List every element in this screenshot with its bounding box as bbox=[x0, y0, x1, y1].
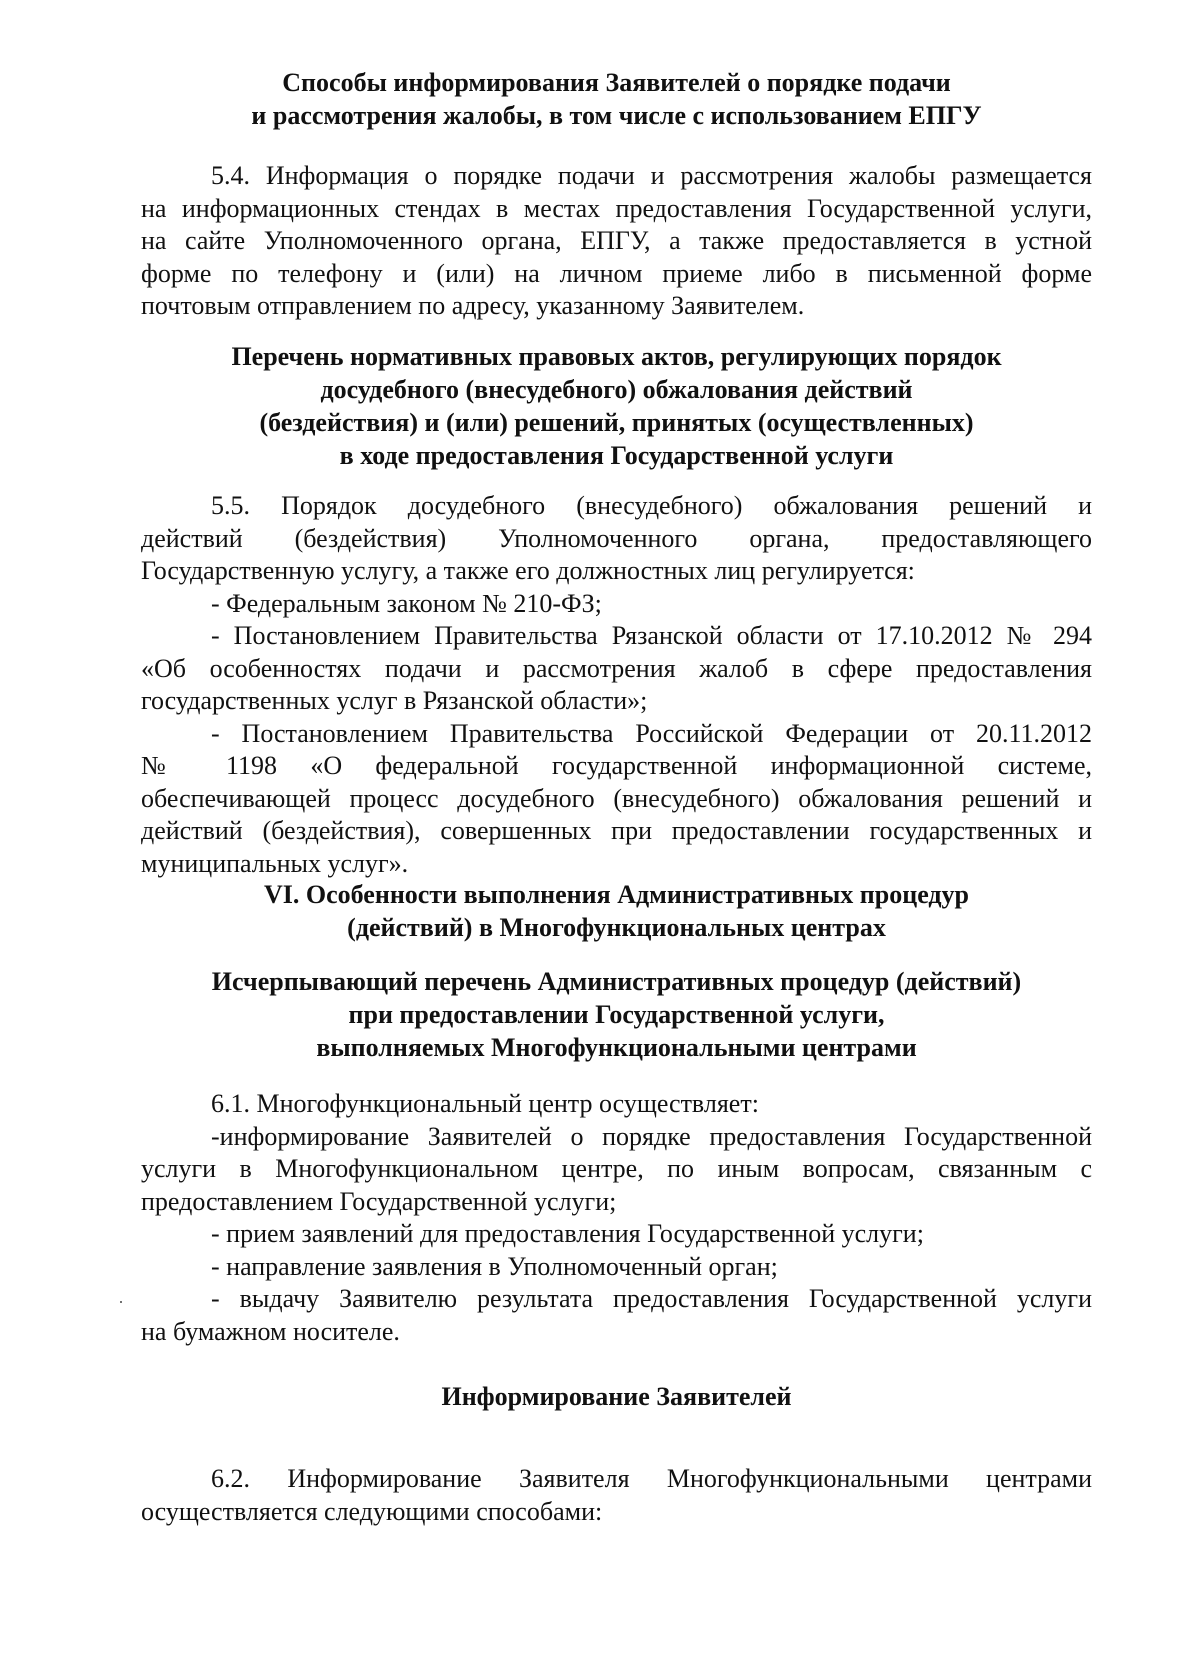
heading-legal-acts-list bbox=[141, 340, 1092, 472]
paragraph-line: на сайте Уполномоченного органа, ЕПГУ, а также предоставляется в устной bbox=[141, 226, 1092, 255]
list-item-line: муниципальных услуг». bbox=[141, 848, 409, 878]
paragraph bbox=[141, 490, 1092, 588]
list-item bbox=[141, 1251, 1092, 1284]
heading-line: (бездействия) и (или) решений, принятых (осуществленных) bbox=[259, 408, 974, 437]
list-item-line: государственных услуг в Рязанской области»; bbox=[141, 686, 648, 715]
heading-line: и рассмотрения жалобы, в том числе с использованием ЕПГУ bbox=[251, 101, 982, 130]
paragraph-line: 5.5. Порядок досудебного (внесудебного) обжалования решений и bbox=[211, 491, 1092, 520]
paragraph bbox=[141, 1088, 1092, 1121]
paragraph-line: действий (бездействия) Уполномоченного органа, предоставляющего bbox=[141, 523, 1092, 553]
section-heading bbox=[141, 66, 1092, 132]
paragraph-6-2 bbox=[141, 1463, 1092, 1528]
list-item-line: - направление заявления в Уполномоченный орган; bbox=[211, 1251, 778, 1281]
heading-line: при предоставлении Государственной услуги, bbox=[348, 1000, 885, 1029]
list-item bbox=[141, 588, 1092, 621]
list-item-line: - Федеральным законом № 210-ФЗ; bbox=[211, 588, 602, 618]
list-item bbox=[141, 620, 1092, 718]
heading-line: досудебного (внесудебного) обжалования действий bbox=[320, 375, 913, 404]
list-item-line: - прием заявлений для предоставления Государственной услуги; bbox=[211, 1219, 924, 1248]
heading-applicant-informing bbox=[141, 1380, 1092, 1413]
paragraph-line: 5.4. Информация о порядке подачи и рассмотрения жалобы размещается bbox=[211, 161, 1092, 190]
list-item-line: № 1198 «О федеральной государственной информационной системе, bbox=[141, 751, 1092, 780]
paragraph bbox=[141, 160, 1092, 323]
heading-line: Способы информирования Заявителей о порядке подачи bbox=[282, 68, 951, 97]
heading-line: Исчерпывающий перечень Административных процедур (действий) bbox=[211, 967, 1022, 996]
heading-line: Перечень нормативных правовых актов, регулирующих порядок bbox=[231, 342, 1002, 371]
scan-speck bbox=[120, 1301, 122, 1303]
list-item-line: - выдачу Заявителю результата предоставления Государственной услуги bbox=[211, 1284, 1092, 1313]
paragraph bbox=[141, 1463, 1092, 1528]
section-heading bbox=[141, 340, 1092, 472]
paragraph-line: форме по телефону и (или) на личном приеме либо в письменной форме bbox=[141, 258, 1092, 288]
list-item bbox=[141, 718, 1092, 881]
heading-line: (действий) в Многофункциональных центрах bbox=[347, 913, 886, 942]
list-item-line: - Постановлением Правительства Рязанской области от 17.10.2012 № 294 bbox=[211, 621, 1092, 650]
heading-line: в ходе предоставления Государственной услуги bbox=[339, 441, 894, 470]
list-item-line: действий (бездействия), совершенных при предоставлении государственных и bbox=[141, 816, 1092, 845]
paragraph-5-4 bbox=[141, 160, 1092, 323]
list-item bbox=[141, 1283, 1092, 1348]
list-item-line: обеспечивающей процесс досудебного (внесудебного) обжалования решений и bbox=[141, 783, 1092, 813]
section-heading bbox=[141, 878, 1092, 944]
list-item-line: на бумажном носителе. bbox=[141, 1316, 400, 1346]
paragraph-line: Государственную услугу, а также его должностных лиц регулируется: bbox=[141, 556, 915, 585]
paragraph-line: 6.2. Информирование Заявителя Многофункциональными центрами bbox=[211, 1464, 1092, 1493]
heading-line: VI. Особенности выполнения Административных процедур bbox=[263, 880, 970, 909]
paragraph-6-1 bbox=[141, 1088, 1092, 1348]
heading-section-vi bbox=[141, 878, 1092, 944]
section-heading bbox=[141, 1380, 1092, 1413]
paragraph-line: почтовым отправлением по адресу, указанному Заявителем. bbox=[141, 291, 805, 320]
heading-line: выполняемых Многофункциональными центрами bbox=[316, 1033, 917, 1062]
paragraph-line: 6.1. Многофункциональный центр осуществляет: bbox=[211, 1089, 759, 1118]
heading-complaint-info-methods bbox=[141, 66, 1092, 132]
list-item-line: -информирование Заявителей о порядке предоставления Государственной bbox=[211, 1121, 1092, 1151]
paragraph-line: осуществляется следующими способами: bbox=[141, 1496, 603, 1526]
list-item-line: предоставлением Государственной услуги; bbox=[141, 1186, 617, 1216]
heading-procedures-list bbox=[141, 965, 1092, 1064]
list-item-line: «Об особенностях подачи и рассмотрения жалоб в сфере предоставления bbox=[141, 653, 1092, 683]
section-heading bbox=[141, 965, 1092, 1064]
list-item-line: - Постановлением Правительства Российской Федерации от 20.11.2012 bbox=[211, 718, 1092, 748]
list-item bbox=[141, 1121, 1092, 1219]
paragraph-5-5 bbox=[141, 490, 1092, 880]
heading-line: Информирование Заявителей bbox=[441, 1382, 792, 1411]
paragraph-line: на информационных стендах в местах предоставления Государственной услуги, bbox=[141, 193, 1092, 223]
list-item-line: услуги в Многофункциональном центре, по иным вопросам, связанным с bbox=[141, 1154, 1092, 1183]
list-item bbox=[141, 1218, 1092, 1251]
